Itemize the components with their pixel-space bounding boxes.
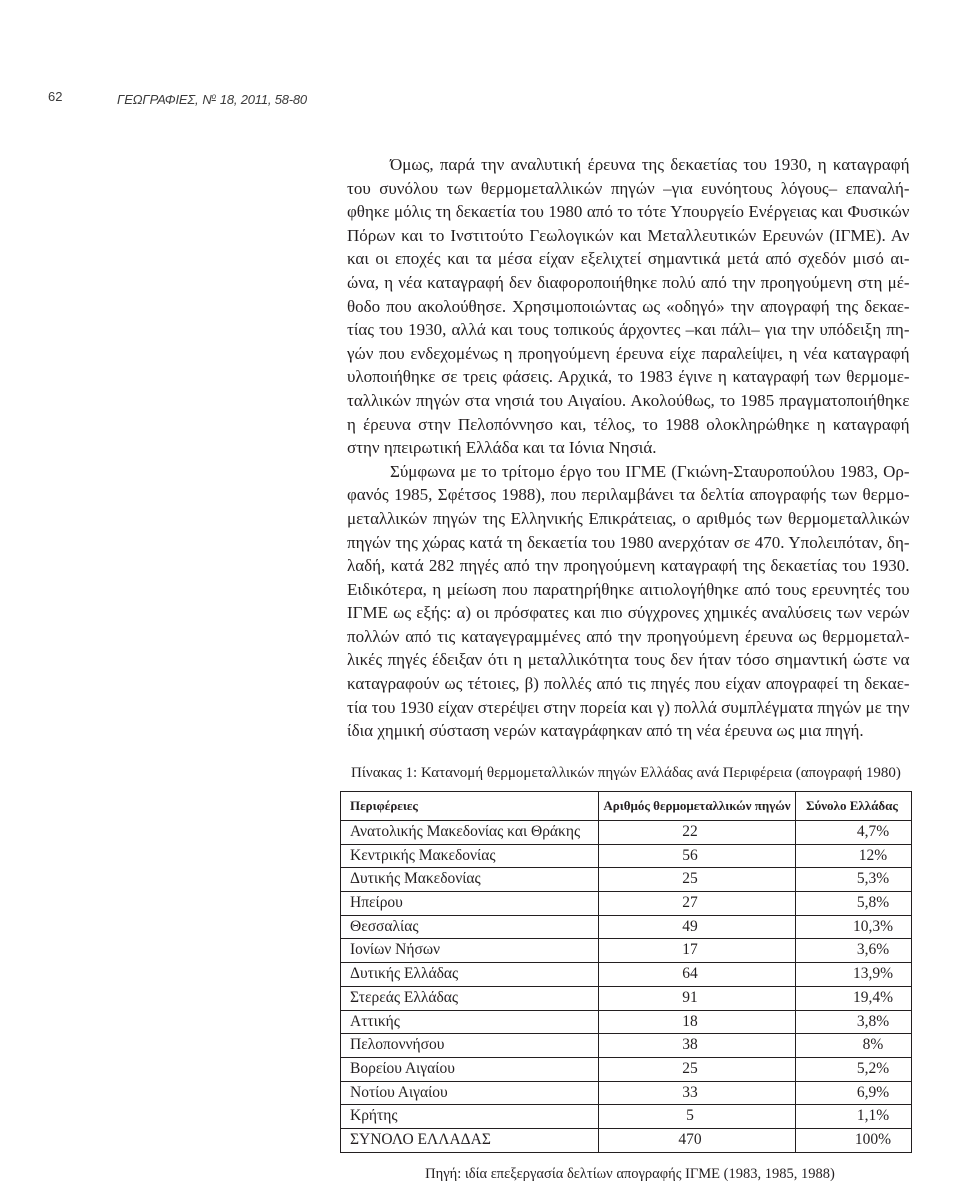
text-line: τίας του 1930, αλλά και τους τοπικούς άρχοντες –και πάλι– για την υπόδειξη πη- — [347, 320, 910, 340]
text-line: καταγραφούν ως τέτοιες, β) πολλές από τις πηγές που είχαν απογραφεί τη δεκαε- — [347, 674, 910, 694]
table-cell-spring-count: 18 — [598, 1011, 795, 1034]
table-cell-region: Κεντρικής Μακεδονίας — [350, 846, 496, 864]
table-cell-region: Δυτικής Ελλάδας — [350, 965, 459, 983]
table-row — [341, 821, 911, 845]
column-header-regions: Περιφέρειες — [350, 798, 418, 813]
issue-number-label-superscript: ο — [211, 92, 216, 101]
text-line: γών που ενδεχομένως η προηγούμενη έρευνα είχε παραλείψει, η νέα καταγραφή — [347, 343, 910, 363]
table-cell-region: ΣΥΝΟΛΟ ΕΛΛΑΔΑΣ — [350, 1130, 491, 1148]
paragraph — [347, 460, 910, 743]
text-line: ταλλικών πηγών στα νησιά του Αιγαίου. Ακολούθως, το 1985 πραγματοποιήθηκε — [347, 390, 910, 410]
table-row — [341, 1058, 911, 1082]
table-cell-region: Νοτίου Αιγαίου — [350, 1083, 448, 1101]
table-cell-share: 10,3% — [795, 916, 911, 939]
table-cell-spring-count: 25 — [598, 1058, 795, 1081]
text-line: ώνα, η νέα καταγραφή δεν διαφοροποιήθηκε πολύ από την προηγούμενη στη μέ- — [347, 272, 910, 292]
table-cell-share: 6,9% — [795, 1082, 911, 1105]
table-row — [341, 892, 911, 916]
springs-table — [340, 791, 912, 1153]
table-cell-share: 5,3% — [795, 868, 911, 891]
text-line: στην ηπειρωτική Ελλάδα και τα Ιόνια Νησιά. — [347, 438, 657, 458]
text-line: ΙΓΜΕ ως εξής: α) οι πρόσφατες και πιο σύγχρονες χημικές αναλύσεις των νερών — [347, 603, 910, 623]
text-line: και οι εποχές και τα μέσα είχαν εξελιχτεί σημαντικά μετά από σχεδόν μισό αι- — [347, 249, 910, 269]
table-cell-spring-count: 38 — [598, 1034, 795, 1057]
table-row — [341, 987, 911, 1011]
text-line: Σύμφωνα με το τρίτομο έργο του ΙΓΜΕ (Γκιώνη-Σταυροπούλου 1983, Ορ- — [390, 461, 910, 481]
table-cell-share: 3,6% — [795, 939, 911, 962]
table-cell-region: Βορείου Αιγαίου — [350, 1059, 455, 1077]
text-line: λαδή, κατά 282 πηγές από την προηγούμενη καταγραφή της δεκαετίας του 1930. — [347, 556, 910, 576]
table-cell-region: Ανατολικής Μακεδονίας και Θράκης — [350, 823, 581, 840]
table-cell-region: Πελοποννήσου — [350, 1036, 445, 1054]
text-line: Πόρων και το Ινστιτούτο Γεωλογικών και Μεταλλευτικών Ερευνών (ΙΓΜΕ). Αν — [347, 225, 910, 245]
text-line: πολλών από τις καταγεγραμμένες από την προηγούμενη έρευνα ως θερμομεταλ- — [347, 626, 910, 646]
table-cell-spring-count: 33 — [598, 1082, 795, 1105]
table-row — [341, 1129, 911, 1153]
table-header-row — [341, 792, 911, 821]
table-cell-spring-count: 91 — [598, 987, 795, 1010]
text-line: Όμως, παρά την αναλυτική έρευνα της δεκαετίας του 1930, η καταγραφή — [390, 155, 910, 174]
table-row — [341, 939, 911, 963]
table-source-note: Πηγή: ιδία επεξεργασία δελτίων απογραφής ΙΓΜΕ (1983, 1985, 1988) — [425, 1166, 835, 1182]
column-header-spring-count: Αριθμός θερμομεταλλικών πηγών — [598, 792, 795, 820]
text-line: του συνόλου των θερμομεταλλικών πηγών –για ευνόητους λόγους– επαναλή- — [347, 178, 910, 198]
table-cell-region: Δυτικής Μακεδονίας — [350, 870, 481, 888]
table-row — [341, 845, 911, 869]
table-cell-spring-count: 470 — [598, 1129, 795, 1152]
table-cell-share: 100% — [795, 1129, 911, 1152]
text-line: η έρευνα στην Πελοπόννησο και, τέλος, το 1988 ολοκληρώθηκε η καταγραφή — [347, 414, 910, 434]
table-row — [341, 1082, 911, 1106]
table-cell-share: 8% — [795, 1034, 911, 1057]
table-row — [341, 1034, 911, 1058]
text-line: θοδο που ακολούθησε. Χρησιμοποιώντας ως «οδηγό» την απογραφή της δεκαε- — [347, 296, 910, 316]
journal-title: ΓΕΩΓΡΑΦΙΕΣ, — [117, 92, 199, 107]
table-cell-share: 12% — [795, 845, 911, 868]
table-cell-spring-count: 5 — [598, 1105, 795, 1128]
table-row — [341, 868, 911, 892]
table-caption: Πίνακας 1: Κατανομή θερμομεταλλικών πηγών Ελλάδας ανά Περιφέρεια (απογραφή 1980) — [351, 765, 901, 781]
column-header-share: Σύνολο Ελλάδας — [795, 792, 911, 820]
body-text — [347, 153, 910, 743]
table-cell-share: 3,8% — [795, 1011, 911, 1034]
table-row — [341, 1011, 911, 1035]
table-cell-share: 5,8% — [795, 892, 911, 915]
table-cell-region: Στερεάς Ελλάδας — [350, 988, 459, 1006]
text-line: φθηκε μόλις τη δεκαετία του 1980 από το τότε Υπουργείο Ενέργειας και Φυσικών — [347, 202, 910, 222]
text-line: ίδια χημική σύσταση νερών καταγράφηκαν από τη νέα έρευνα ως μια πηγή. — [347, 721, 864, 741]
table-cell-share: 4,7% — [795, 821, 911, 844]
table-cell-region: Αττικής — [350, 1012, 400, 1030]
table-cell-spring-count: 25 — [598, 868, 795, 891]
table-cell-share: 13,9% — [795, 963, 911, 986]
table-row — [341, 963, 911, 987]
text-line: υλοποιήθηκε σε τρεις φάσεις. Αρχικά, το 1983 έγινε η καταγραφή των θερμομε- — [347, 367, 910, 387]
table-cell-share: 19,4% — [795, 987, 911, 1010]
table-cell-region: Θεσσαλίας — [350, 917, 419, 935]
table-cell-spring-count: 27 — [598, 892, 795, 915]
table-cell-share: 1,1% — [795, 1105, 911, 1128]
table-row — [341, 916, 911, 940]
text-line: Ειδικότερα, η μείωση που παρατηρήθηκε αιτιολογήθηκε από τους ερευνητές του — [347, 579, 910, 599]
text-line: πηγών της χώρας κατά τη δεκαετία του 1980 ανερχόταν σε 470. Υπολειπόταν, δη- — [347, 532, 910, 552]
table-cell-spring-count: 56 — [598, 845, 795, 868]
issue-number-label: Ν — [202, 92, 212, 107]
text-line: φανός 1985, Σφέτσος 1988), που περιλαμβάνει τα δελτία απογραφής των θερμο- — [347, 485, 910, 505]
table-cell-region: Ηπείρου — [350, 894, 403, 912]
table-cell-spring-count: 17 — [598, 939, 795, 962]
table-row — [341, 1105, 911, 1129]
text-line: τία του 1930 είχαν στερέψει στην πορεία και γ) πολλά συμπλέγματα πηγών με την — [347, 697, 910, 717]
text-line: λικές πηγές έδειξαν ότι η μεταλλικότητα τους δεν ήταν τόσο σημαντική ώστε να — [347, 650, 910, 670]
table-cell-spring-count: 22 — [598, 821, 795, 844]
table-cell-region: Ιονίων Νήσων — [350, 941, 441, 959]
issue-details: 18, 2011, 58-80 — [219, 92, 307, 107]
table-cell-share: 5,2% — [795, 1058, 911, 1081]
table-cell-spring-count: 49 — [598, 916, 795, 939]
page-number: 62 — [48, 89, 63, 104]
journal-citation — [117, 88, 307, 109]
paragraph — [347, 153, 910, 460]
table-cell-spring-count: 64 — [598, 963, 795, 986]
table-cell-region: Κρήτης — [350, 1107, 398, 1125]
text-line: μεταλλικών πηγών της Ελληνικής Επικράτειας, ο αριθμός των θερμομεταλλικών — [347, 508, 910, 528]
